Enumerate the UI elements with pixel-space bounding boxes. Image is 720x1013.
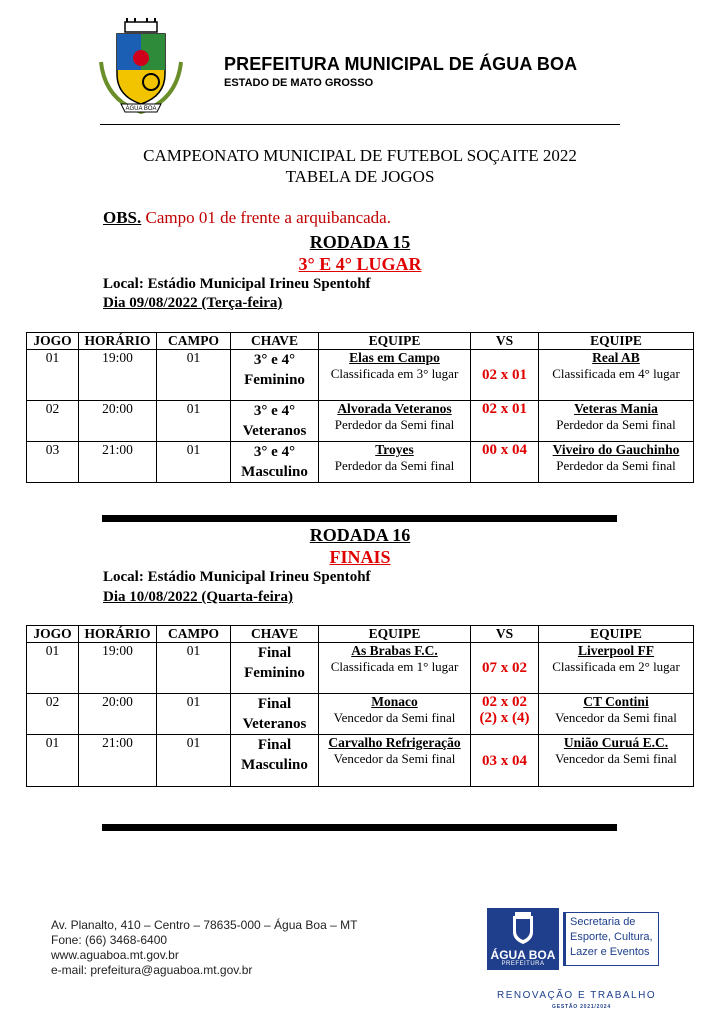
table-row xyxy=(27,350,694,401)
col-equipe-1: EQUIPE xyxy=(319,626,471,643)
footer-address: Av. Planalto, 410 – Centro – 78635-000 – Água Boa – MT xyxy=(51,918,358,932)
header-subtitle: ESTADO DE MATO GROSSO xyxy=(224,77,374,89)
game-number: 01 xyxy=(27,735,79,787)
logo-city-sub: PREFEITURA xyxy=(501,961,545,967)
col-chave: CHAVE xyxy=(231,626,319,643)
game-time: 21:00 xyxy=(79,735,157,787)
game-score-cell xyxy=(471,694,539,735)
game-time: 19:00 xyxy=(79,350,157,401)
round16-games-table xyxy=(26,625,694,787)
observation-text: Campo 01 de frente a arquibancada. xyxy=(141,208,391,227)
observation-label: OBS. xyxy=(103,208,142,227)
team-note: Vencedor da Semi final xyxy=(333,710,456,725)
team-home xyxy=(319,442,471,483)
game-score: 02 x 02 xyxy=(482,694,527,710)
game-score: 00 x 04 xyxy=(471,442,539,483)
col-campo: CAMPO xyxy=(157,333,231,350)
game-field: 01 xyxy=(157,401,231,442)
city-crest-logo xyxy=(95,18,187,118)
team-name: As Brabas F.C. xyxy=(351,643,438,658)
game-field: 01 xyxy=(157,643,231,694)
secretaria-line: Secretaria de xyxy=(570,916,636,928)
team-away xyxy=(539,350,694,401)
logo-secretaria-text xyxy=(563,912,659,966)
col-chave: CHAVE xyxy=(231,333,319,350)
game-bracket: 3° e 4° Veteranos xyxy=(231,401,319,442)
footer-email: e-mail: prefeitura@aguaboa.mt.gov.br xyxy=(51,963,253,977)
team-note: Classificada em 1° lugar xyxy=(330,659,459,674)
game-time: 20:00 xyxy=(79,694,157,735)
round15-date: Dia 09/08/2022 (Terça-feira) xyxy=(103,295,283,311)
slogan: RENOVAÇÃO E TRABALHO xyxy=(497,990,657,1001)
round15-location: Local: Estádio Municipal Irineu Spentohf xyxy=(103,276,371,292)
game-field: 01 xyxy=(157,694,231,735)
table-row xyxy=(27,643,694,694)
col-jogo: JOGO xyxy=(27,626,79,643)
team-home xyxy=(319,643,471,694)
game-number: 03 xyxy=(27,442,79,483)
document-title: CAMPEONATO MUNICIPAL DE FUTEBOL SOÇAITE 2022 xyxy=(143,146,577,165)
game-bracket: Final Feminino xyxy=(231,643,319,694)
game-score: 02 x 01 xyxy=(471,401,539,442)
table-row xyxy=(27,735,694,787)
game-bracket: Final Veteranos xyxy=(231,694,319,735)
game-score: 02 x 01 xyxy=(471,350,539,401)
secretaria-line: Lazer e Eventos xyxy=(570,946,650,958)
team-away xyxy=(539,442,694,483)
team-away xyxy=(539,643,694,694)
secretaria-line: Esporte, Cultura, xyxy=(570,931,653,943)
col-equipe-1: EQUIPE xyxy=(319,333,471,350)
game-number: 02 xyxy=(27,694,79,735)
team-name: Liverpool FF xyxy=(577,643,655,658)
round16-location: Local: Estádio Municipal Irineu Spentohf xyxy=(103,569,371,585)
col-equipe-2: EQUIPE xyxy=(539,333,694,350)
secretaria-logo xyxy=(487,908,659,970)
game-number: 02 xyxy=(27,401,79,442)
game-field: 01 xyxy=(157,350,231,401)
game-penalties: (2) x (4) xyxy=(479,710,530,726)
table-header-row xyxy=(27,333,694,350)
game-time: 20:00 xyxy=(79,401,157,442)
team-note: Classificada em 4° lugar xyxy=(552,366,680,381)
col-horario: HORÁRIO xyxy=(79,626,157,643)
team-home xyxy=(319,694,471,735)
footer-website: www.aguaboa.mt.gov.br xyxy=(51,948,179,962)
team-note: Vencedor da Semi final xyxy=(333,751,456,766)
slogan-term: GESTÃO 2021/2024 xyxy=(552,1004,611,1010)
team-note: Classificada em 3° lugar xyxy=(330,366,459,381)
game-score: 03 x 04 xyxy=(471,735,539,787)
team-name: Alvorada Veteranos xyxy=(337,401,452,416)
section-divider xyxy=(102,824,617,831)
round16-subtitle: FINAIS xyxy=(329,547,391,567)
team-note: Perdedor da Semi final xyxy=(556,417,676,432)
team-note: Vencedor da Semi final xyxy=(555,710,677,725)
team-note: Classificada em 2° lugar xyxy=(552,659,680,674)
team-name: União Curuá E.C. xyxy=(563,735,669,750)
game-bracket: 3° e 4° Masculino xyxy=(231,442,319,483)
col-vs: VS xyxy=(471,626,539,643)
team-away xyxy=(539,694,694,735)
crest-label: ÁGUA BOA xyxy=(125,106,157,112)
team-note: Vencedor da Semi final xyxy=(555,751,677,766)
table-row xyxy=(27,694,694,735)
col-equipe-2: EQUIPE xyxy=(539,626,694,643)
team-name: Monaco xyxy=(371,694,418,709)
table-row xyxy=(27,442,694,483)
game-time: 19:00 xyxy=(79,643,157,694)
col-horario: HORÁRIO xyxy=(79,333,157,350)
team-name: Veteras Mania xyxy=(574,401,658,416)
team-name: Elas em Campo xyxy=(349,350,440,365)
table-row xyxy=(27,401,694,442)
team-home xyxy=(319,735,471,787)
logo-emblem xyxy=(487,908,559,970)
team-note: Perdedor da Semi final xyxy=(334,458,455,473)
col-vs: VS xyxy=(471,333,539,350)
team-name: Viveiro do Gauchinho xyxy=(552,442,680,457)
team-note: Perdedor da Semi final xyxy=(556,458,676,473)
game-bracket: 3° e 4° Feminino xyxy=(231,350,319,401)
game-bracket: Final Masculino xyxy=(231,735,319,787)
team-name: Real AB xyxy=(592,350,640,365)
team-home xyxy=(319,350,471,401)
game-number: 01 xyxy=(27,643,79,694)
game-time: 21:00 xyxy=(79,442,157,483)
game-field: 01 xyxy=(157,442,231,483)
footer-contact xyxy=(51,918,357,978)
game-score: 07 x 02 xyxy=(471,643,539,694)
team-note: Perdedor da Semi final xyxy=(334,417,455,432)
team-name: Troyes xyxy=(375,442,414,457)
round16-title: RODADA 16 xyxy=(309,525,411,545)
round15-games-table xyxy=(26,332,694,483)
round15-title: RODADA 15 xyxy=(309,232,411,252)
team-away xyxy=(539,401,694,442)
col-campo: CAMPO xyxy=(157,626,231,643)
team-home xyxy=(319,401,471,442)
team-away xyxy=(539,735,694,787)
section-divider xyxy=(102,515,617,522)
header-title: PREFEITURA MUNICIPAL DE ÁGUA BOA xyxy=(224,54,578,74)
team-name: Carvalho Refrigeração xyxy=(328,735,461,750)
round16-date: Dia 10/08/2022 (Quarta-feira) xyxy=(103,589,293,605)
col-jogo: JOGO xyxy=(27,333,79,350)
table-header-row xyxy=(27,626,694,643)
game-number: 01 xyxy=(27,350,79,401)
game-field: 01 xyxy=(157,735,231,787)
observation-note xyxy=(103,208,391,228)
document-subtitle: TABELA DE JOGOS xyxy=(285,167,435,186)
round15-subtitle: 3° E 4° LUGAR xyxy=(298,254,422,274)
footer-phone: Fone: (66) 3468-6400 xyxy=(51,933,168,947)
team-name: CT Contini xyxy=(583,694,649,709)
shield-icon xyxy=(487,908,559,948)
header-divider xyxy=(100,124,620,125)
logo-city: ÁGUA BOA xyxy=(490,948,556,962)
